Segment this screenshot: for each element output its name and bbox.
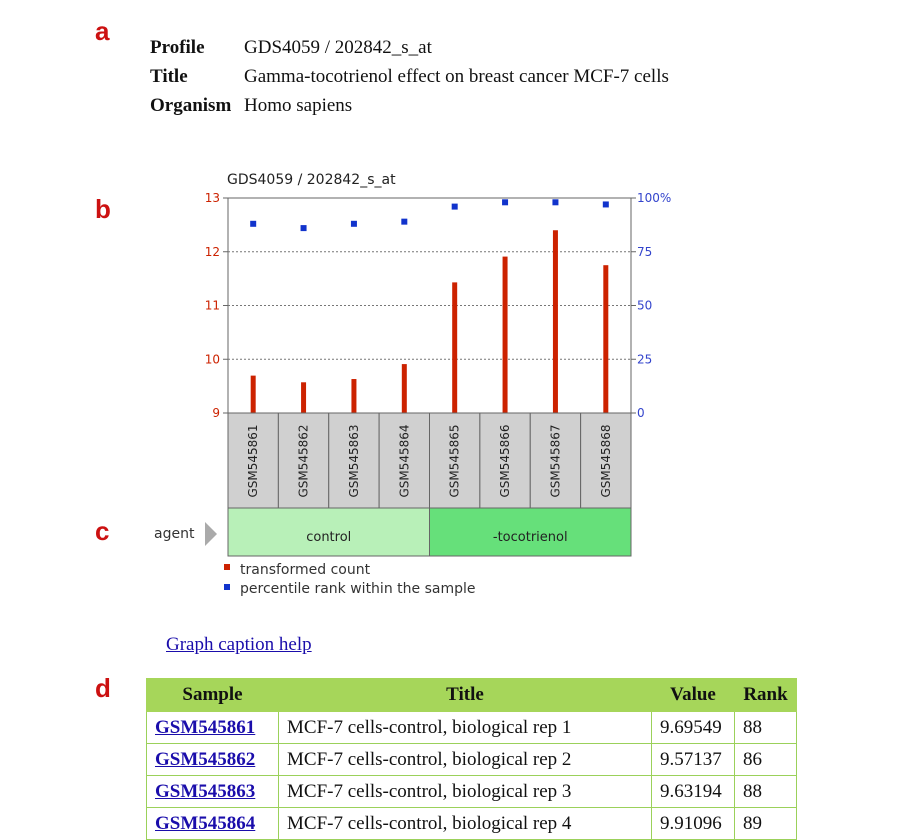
title-cell: MCF-7 cells-control, biological rep 2 [279, 744, 652, 776]
agent-label: agent [154, 526, 195, 542]
percentile-point [452, 204, 458, 210]
legend-label-rank: percentile rank within the sample [240, 581, 476, 597]
tick-label-right: 50 [637, 298, 653, 313]
value-cell: 9.69549 [652, 712, 735, 744]
tick-label-right: 75 [637, 244, 653, 259]
sample-link[interactable]: GSM545863 [155, 780, 256, 802]
left-axis-ticks [205, 191, 228, 420]
sample-cell [147, 712, 279, 744]
header-rank: Rank [735, 679, 797, 712]
percentile-points [250, 199, 609, 231]
value-cell: 9.91096 [652, 808, 735, 840]
sample-label: GSM545861 [246, 424, 261, 498]
percentile-point [301, 225, 307, 231]
panel-letter-d: d [95, 673, 111, 703]
title-cell: MCF-7 cells-control, biological rep 4 [279, 808, 652, 840]
tick-label-right: 100% [637, 191, 672, 205]
sample-label: GSM545867 [548, 424, 563, 498]
profile-value: GDS4059 / 202842_s_at [244, 37, 432, 58]
legend-label-count: transformed count [240, 562, 371, 578]
legend-swatch-rank [224, 584, 230, 590]
tick-label-left: 10 [204, 352, 220, 367]
profile-label: Profile [150, 37, 205, 58]
value-cell: 9.63194 [652, 776, 735, 808]
bar [351, 379, 356, 413]
bar [301, 382, 306, 413]
rank-cell: 88 [735, 776, 797, 808]
sample-link[interactable]: GSM545861 [155, 716, 256, 738]
tick-label-left: 9 [212, 406, 220, 420]
chart-title: GDS4059 / 202842_s_at [227, 172, 396, 188]
agent-arrow-icon[interactable] [205, 522, 217, 546]
legend-swatch-count [224, 564, 230, 570]
sample-label: GSM545868 [598, 424, 613, 498]
percentile-point [603, 201, 609, 207]
agent-groups [228, 508, 631, 556]
tick-label-left: 12 [204, 244, 220, 259]
graph-caption-help-link[interactable]: Graph caption help [166, 634, 312, 655]
agent-group-label: -tocotrienol [492, 530, 568, 545]
percentile-point [502, 199, 508, 205]
rank-cell: 88 [735, 712, 797, 744]
sample-label: GSM545864 [397, 424, 412, 498]
percentile-point [250, 221, 256, 227]
bar [603, 265, 608, 413]
tick-label-left: 13 [204, 191, 220, 205]
tick-label-right: 0 [637, 406, 645, 420]
tick-label-left: 11 [204, 298, 220, 313]
rank-cell: 89 [735, 808, 797, 840]
bar [503, 257, 508, 413]
value-cell: 9.57137 [652, 744, 735, 776]
sample-label: GSM545863 [346, 424, 361, 498]
tick-label-right: 25 [637, 352, 653, 367]
header-sample: Sample [147, 679, 279, 712]
percentile-point [351, 221, 357, 227]
agent-group-label: control [306, 530, 352, 545]
sample-cell [147, 776, 279, 808]
gridlines [228, 252, 631, 360]
title-cell: MCF-7 cells-control, biological rep 1 [279, 712, 652, 744]
bar [251, 376, 256, 413]
right-axis-ticks [631, 191, 671, 420]
bar [402, 364, 407, 413]
panel-letter-b: b [95, 194, 111, 224]
percentile-point [401, 219, 407, 225]
header-value: Value [652, 679, 735, 712]
table-row [147, 808, 797, 840]
bar [553, 230, 558, 413]
title-value: Gamma-tocotrienol effect on breast cancer MCF-7 cells [244, 66, 669, 87]
panel-letter-a: a [95, 16, 110, 46]
title-label: Title [150, 66, 188, 87]
table-row [147, 712, 797, 744]
panel-letter-c: c [95, 516, 110, 546]
bar [452, 282, 457, 413]
sample-link[interactable]: GSM545862 [155, 748, 256, 770]
organism-value: Homo sapiens [244, 95, 353, 116]
bars [251, 230, 609, 413]
sample-cell [147, 808, 279, 840]
title-cell: MCF-7 cells-control, biological rep 3 [279, 776, 652, 808]
organism-label: Organism [150, 95, 232, 116]
sample-cell [147, 744, 279, 776]
sample-label: GSM545866 [498, 424, 513, 498]
table-header-row [147, 679, 797, 712]
table-row [147, 776, 797, 808]
header-title: Title [279, 679, 652, 712]
sample-label: GSM545865 [447, 424, 462, 498]
sample-labels [228, 413, 631, 508]
sample-label: GSM545862 [296, 424, 311, 498]
sample-link[interactable]: GSM545864 [155, 812, 256, 834]
table-row [147, 744, 797, 776]
percentile-point [552, 199, 558, 205]
rank-cell: 86 [735, 744, 797, 776]
